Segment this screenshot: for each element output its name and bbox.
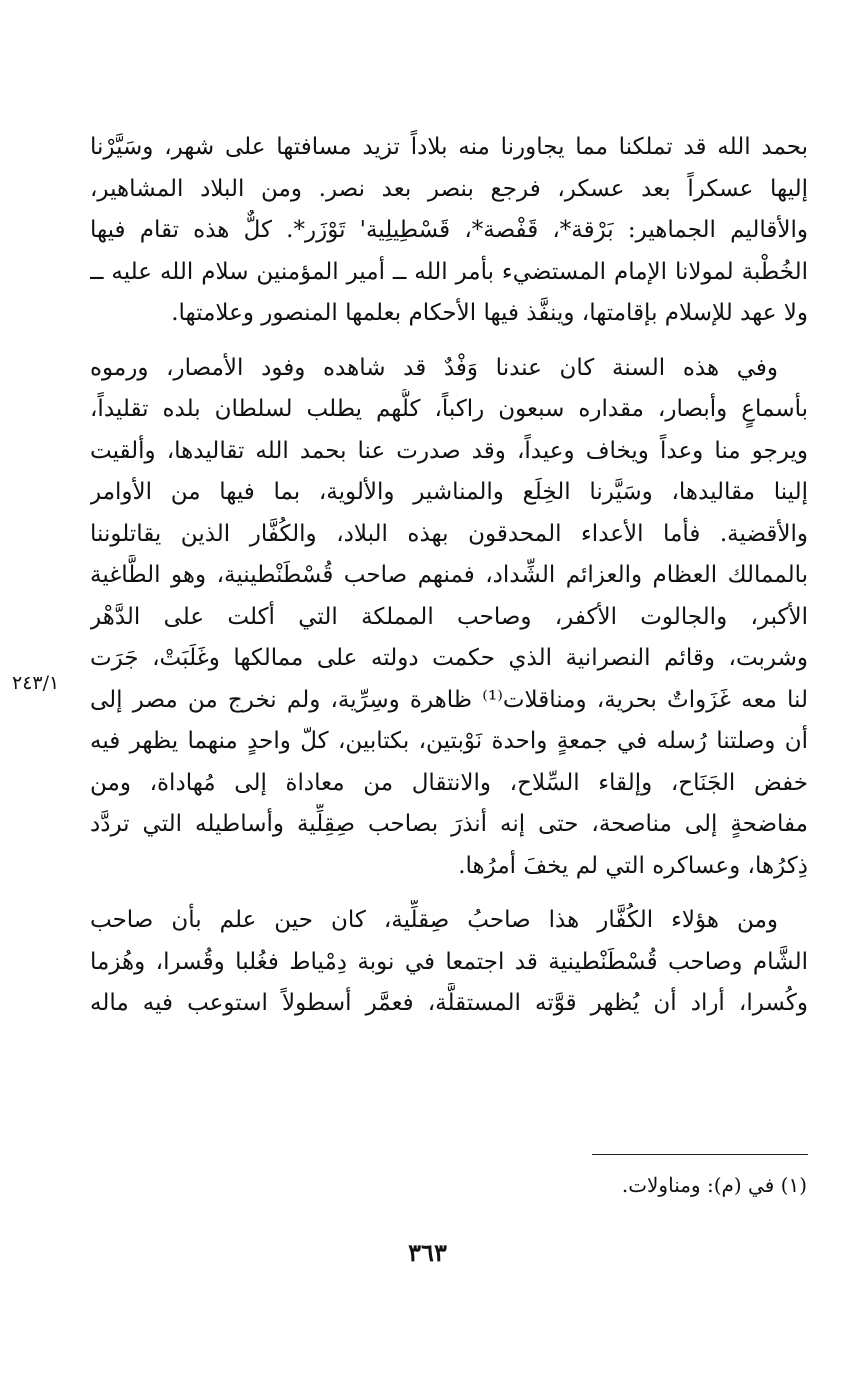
text-line: الخُطْبة لمولانا الإمام المستضيء بأمر الله ــ أمير المؤمنين سلام الله عليه ــ xyxy=(90,258,808,285)
text-line: والأقضية. فأما الأعداء المحدقون بهذه البلاد، والكُفَّار الذين يقاتلوننا xyxy=(90,520,808,547)
text-line: ذِكرُها، وعساكره التي لم يخفَ أمرُها. xyxy=(458,852,808,879)
text-line: والأقاليم الجماهير: بَرْقة*، قَفْصة*، قَسْطِيلِية' تَوْزَر*. كلٌّ هذه تقام فيها xyxy=(90,217,808,243)
text-line: لنا معه غَزَواتٌ بحرية، ومناقلات⁽¹⁾ ظاهرة وسِرِّية، ولم نخرج من مصر إلى xyxy=(90,686,808,713)
paragraph-1 xyxy=(90,127,808,335)
text-line: أن وصلتنا رُسله في جمعةٍ واحدة نَوْبتين، بكتابين، كلّ واحدٍ منهما يظهر فيه xyxy=(90,728,808,754)
paragraph-2 xyxy=(90,348,808,888)
text-line: خفض الجَنَاح، وإلقاء السِّلاح، والانتقال من معاداة إلى مُهاداة، ومن xyxy=(90,769,808,796)
margin-page-reference: ٢٤٣/١ xyxy=(12,672,60,694)
text-line: إليها عسكراً بعد عسكر، فرجع بنصر بعد نصر. ومن البلاد المشاهير، xyxy=(90,175,808,202)
footnote-separator xyxy=(592,1154,808,1155)
text-line: وشربت، وقائم النصرانية الذي حكمت دولته على ممالكها وغَلَبَتْ، جَرَت xyxy=(90,645,808,671)
text-line: وكُسرا، أراد أن يُظهر قوَّته المستقلَّة، فعمَّر أسطولاً استوعب فيه ماله xyxy=(90,990,808,1016)
main-text xyxy=(90,127,808,1025)
text-line: وفي هذه السنة كان عندنا وَفْدٌ قد شاهده وفود الأمصار، ورموه xyxy=(90,354,778,381)
page-number: ٣٦٣ xyxy=(408,1238,447,1267)
text-line: بحمد الله قد تملكنا مما يجاورنا منه بلاداً تزيد مسافتها على شهر، وسَيَّرْنا xyxy=(90,134,808,160)
text-line: ولا عهد للإسلام بإقامتها، وينفَّذ فيها الأحكام بعلمها المنصور وعلامتها. xyxy=(171,300,808,326)
text-line: ومن هؤلاء الكُفَّار هذا صاحبُ صِقلِّية، كان حين علم بأن صاحب xyxy=(90,907,778,933)
text-line: إلينا مقاليدها، وسَيَّرنا الخِلَع والمناشير والألوية، بما فيها من الأوامر xyxy=(90,479,808,505)
text-line: بالممالك العظام والعزائم الشِّداد، فمنهم صاحب قُسْطَنْطينية، وهو الطَّاغية xyxy=(90,562,808,588)
footnote: (١) في (م): ومناولات. xyxy=(621,1173,807,1197)
paragraph-3 xyxy=(90,900,808,1025)
text-line: الأكبر، والجالوت الأكفر، وصاحب المملكة التي أكلت على الدَّهْر xyxy=(90,603,808,630)
text-line: الشَّام وصاحب قُسْطَنْطينية قد اجتمعا في نوبة دِمْياط فغُلبا وقُسرا، وهُزما xyxy=(90,948,808,975)
text-line: ويرجو منا وعداً ويخاف وعيداً، وقد صدرت عنا بحمد الله تقاليدها، وألقيت xyxy=(90,437,808,464)
text-line: مفاضحةٍ إلى مناصحة، حتى إنه أنذرَ بصاحب صِقِلِّية وأساطيله التي تردَّد xyxy=(90,811,808,837)
text-line: بأسماعٍ وأبصار، مقداره سبعون راكباً، كلُّهم يطلب لسلطان بلده تقليداً، xyxy=(90,396,808,422)
